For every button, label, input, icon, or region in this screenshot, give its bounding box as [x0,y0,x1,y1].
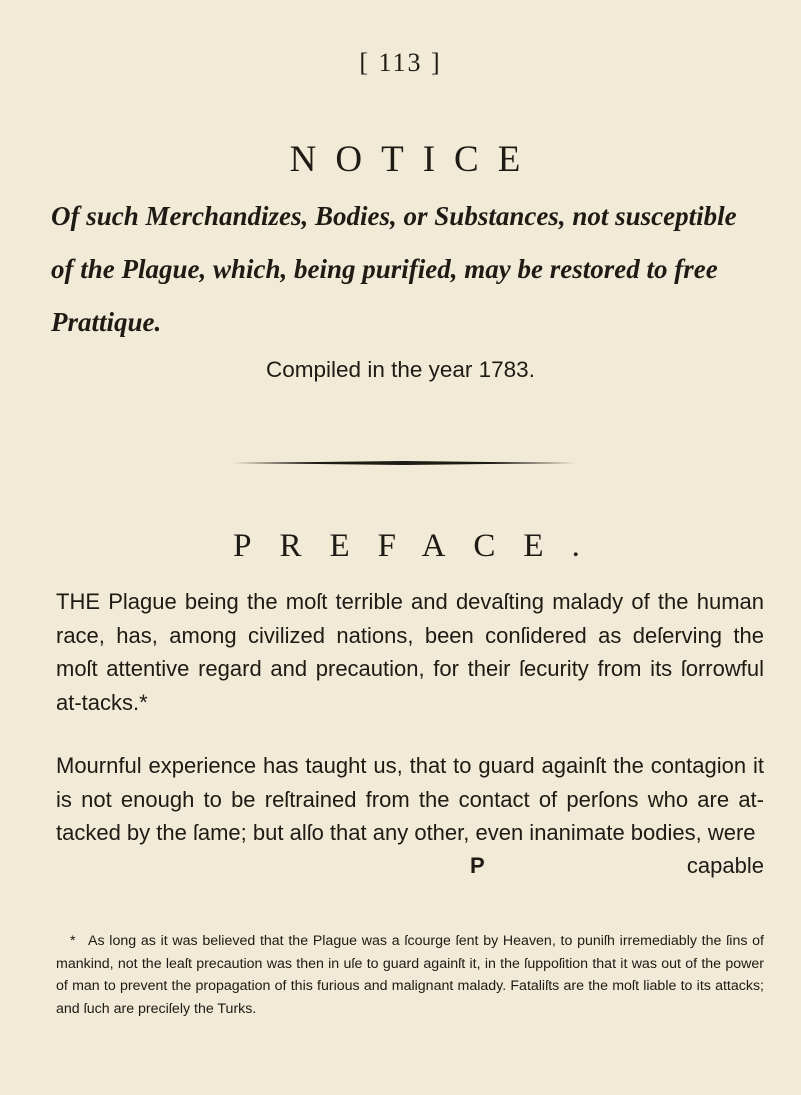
notice-subtitle: Of such Merchandizes, Bodies, or Substances, not susceptible of the Plague, which, being purified, may be restored to free Prattique. [51,201,737,337]
section-divider-rule [232,461,576,465]
footnote [56,930,764,1020]
page-number: [ 113 ] [359,48,442,77]
catchline [56,849,764,883]
preface-paragraph-1: THE Plague being the moſt terrible and devaſting malady of the human race, has, among civilized nations, been conſidered as deſerving the moſt attentive regard and precaution, for their ſecurity from its ſorrowful at-tacks.* [56,589,764,715]
notice-heading: NOTICE [289,139,540,180]
catchword: capable [686,853,764,878]
footnote-text: As long as it was believed that the Plague was a ſcourge ſent by Heaven, to puniſh irremediably the ſins of mankind, not the leaſt precaution was then in uſe to guard againſt it, in the ſuppoſition that it was out of the power of man to prevent the propagation of this furious and malignant malady. Fataliſts are the moſt liable to its attacks; and ſuch are preciſely the Turks. [56,933,764,1017]
signature-mark: P [470,853,485,878]
preface-heading: PREFACE. [233,528,608,564]
footnote-mark: * [70,933,76,949]
preface-paragraph-2: Mournful experience has taught us, that to guard againſt the contagion it is not enough to be reſtrained from the contact of perſons who are at-tacked by the ſame; but alſo that any other, even inanimate bodies, were [56,753,764,845]
compiled-date-line: Compiled in the year 1783. [266,357,535,382]
